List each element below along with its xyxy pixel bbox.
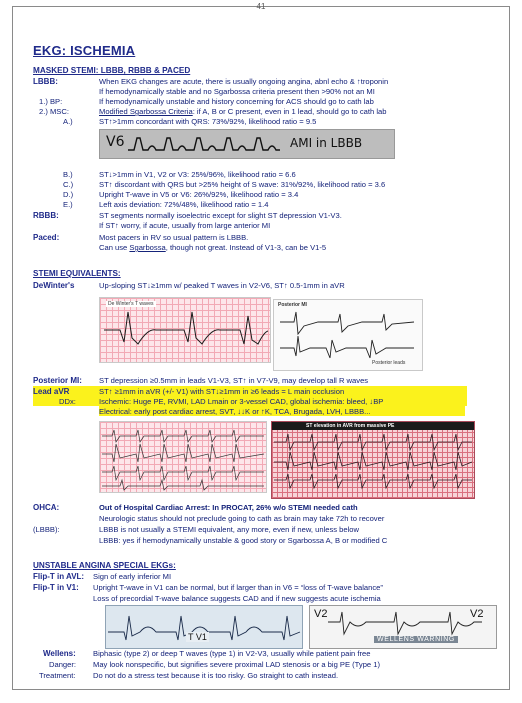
- strip-caption-wellens: WELLENS WARNING: [374, 636, 458, 643]
- text-c: ST↑ discordant with QRS but >25% height of S wave: 31%/92%, likelihood ratio = 3.6: [99, 180, 386, 189]
- text-e: Left axis deviation: 72%/48%, likelihood ratio = 1.4: [99, 200, 269, 209]
- text-flip-t-v1-2: Loss of precordial T-wave balance suggests CAD and if new suggests acute ischemia: [93, 594, 381, 603]
- ecg-image-left-main: [99, 421, 267, 493]
- text-msc-rest: : if A, B or C present, even in 1 lead, should go to cath lab: [192, 107, 387, 116]
- label-treatment: Treatment:: [39, 671, 76, 680]
- ecg-strip-ami-in-lbbb: [99, 129, 395, 159]
- pe-trace-row-2: [274, 452, 472, 470]
- ecg-trace-posterior-top: [280, 312, 414, 334]
- text-paced-2-pre: Can use: [99, 243, 130, 252]
- text-b: ST↓>1mm in V1, V2 or V3: 25%/96%, likelihood ratio = 6.6: [99, 170, 296, 179]
- text-lead-avr: ST↑ ≥1mm in aVR (+/- V1) with ST↓≥1mm in ≥6 leads = L main occlusion: [99, 387, 345, 396]
- ecg-trace-row-3: [102, 466, 264, 480]
- pe-trace-row-1: [274, 434, 472, 450]
- ecg-image-dewinter: [99, 297, 271, 363]
- text-paced-2: [99, 243, 326, 252]
- label-ohca: OHCA:: [33, 503, 60, 512]
- text-paced-2-post: , though not great. Instead of V1-3, can be V1-5: [165, 243, 327, 252]
- ecg-trace-rhythm: [102, 480, 264, 490]
- label-lbbb-equivalent: (LBBB):: [33, 525, 60, 534]
- page-number: 41: [256, 2, 266, 11]
- text-lbbb-2: If hemodynamically stable and no Sgarbossa criteria present then >90% not an MI: [99, 87, 375, 96]
- ecg-trace-dewinter: [104, 312, 268, 344]
- text-rbbb-2: If ST↑ worry, if acute, usually from large anterior MI: [99, 221, 271, 230]
- label-lead-avr: Lead aVR: [33, 387, 70, 396]
- text-flip-t-v1-1: Upright T-wave in V1 can be normal, but if larger than in V6 = “loss of T-wave balance”: [93, 583, 383, 592]
- label-d: D.): [63, 190, 74, 199]
- section-heading-masked-stemi: MASKED STEMI: LBBB, RBBB & PACED: [33, 66, 191, 75]
- caption-posterior-leads: Posterior leads: [372, 360, 406, 366]
- label-paced: Paced:: [33, 233, 60, 242]
- text-ohca-2: Neurologic status should not preclude going to cath as brain may take 72h to recover: [99, 514, 385, 523]
- page-title: EKG: ISCHEMIA: [33, 43, 136, 58]
- text-ddx-1: Ischemic: Huge PE, RVMI, LAD Lmain or 3-vessel CAD, global ischemia: bleed, ↓BP: [99, 397, 384, 406]
- strip-lead-v6: V6: [106, 134, 125, 150]
- label-msc: 2.) MSC:: [39, 107, 69, 116]
- section-heading-unstable-angina: UNSTABLE ANGINA SPECIAL EKGs:: [33, 561, 176, 570]
- link-modified-sgarbossa[interactable]: Modified Sgarbossa Criteria: [99, 107, 193, 116]
- label-e: E.): [63, 200, 73, 209]
- text-paced-1: Most pacers in RV so usual pattern is LBBB.: [99, 233, 249, 242]
- strip-caption-t-v1: T V1: [188, 632, 207, 642]
- label-ddx: DDx:: [59, 397, 76, 406]
- text-ohca-1: Out of Hospital Cardiac Arrest: In PROCAT, 26% w/o STEMI needed cath: [99, 503, 358, 512]
- text-danger: May look nonspecific, but signifies severe proximal LAD stenosis or a big PE (Type 1): [93, 660, 381, 669]
- text-bp: If hemodynamically unstable and history concerning for ACS should go to cath lab: [99, 97, 374, 106]
- label-rbbb: RBBB:: [33, 211, 59, 220]
- ecg-trace-row-2: [102, 444, 264, 462]
- text-lbbb-equivalent-2: LBBB: yes if hemodynamically unstable & good story or Sgarbossa A, B or modified C: [99, 536, 388, 545]
- label-wellens: Wellens:: [43, 649, 76, 658]
- ecg-strip-wellens: [309, 605, 497, 649]
- text-posterior-mi: ST depression ≥0.5mm in leads V1-V3, ST↑ in V7-V9, may develop tall R waves: [99, 376, 369, 385]
- text-lbbb-1: When EKG changes are acute, there is usually ongoing angina, abnl echo & ↑troponin: [99, 77, 389, 86]
- label-lbbb: LBBB:: [33, 77, 58, 86]
- label-bp: 1.) BP:: [39, 97, 63, 106]
- caption-dewinter: De Winter's T waves: [108, 301, 154, 307]
- ecg-trace-row-1: [102, 430, 264, 442]
- label-c: C.): [63, 180, 74, 189]
- label-dewinter: DeWinter's: [33, 281, 75, 290]
- strip-lead-v2-right: V2: [470, 608, 484, 620]
- label-b: B.): [63, 170, 73, 179]
- ecg-trace-posterior-bottom: [280, 336, 414, 358]
- text-ddx-2: Electrical: early post cardiac arrest, SVT, ↓↓K or ↑K, TCA, Brugada, LVH, LBBB...: [99, 407, 371, 416]
- caption-massive-pe: ST elevation in AVR from massive PE: [306, 423, 395, 429]
- ecg-image-posterior-mi: [273, 299, 423, 371]
- ecg-trace-v6: [128, 138, 280, 150]
- text-flip-t-avl: Sign of early inferior MI: [93, 572, 172, 581]
- text-rbbb-1: ST segments normally isoelectric except for slight ST depression V1-V3.: [99, 211, 342, 220]
- text-treatment: Do not do a stress test because it is too risky. Go straight to cath instead.: [93, 671, 339, 680]
- label-a: A.): [63, 117, 73, 126]
- strip-caption-ami-in-lbbb: AMI in LBBB: [290, 136, 363, 150]
- label-danger: Danger:: [49, 660, 77, 669]
- label-posterior-mi: Posterior MI:: [33, 376, 82, 385]
- ecg-strip-t-balance: [105, 605, 303, 649]
- text-dewinter: Up-sloping ST↓≥1mm w/ peaked T waves in V2-V6, ST↑ 0.5-1mm in aVR: [99, 281, 345, 290]
- pe-trace-row-3: [274, 474, 472, 488]
- text-lbbb-equivalent-1: LBBB is not usually a STEMI equivalent, any more, even if new, unless below: [99, 525, 360, 534]
- ecg-trace-wellens: [328, 612, 482, 634]
- section-heading-stemi-equivalents: STEMI EQUIVALENTS:: [33, 269, 121, 278]
- handbook-page: [12, 2, 510, 690]
- text-a: ST↑>1mm concordant with QRS: 73%/92%, likelihood ratio = 9.5: [99, 117, 317, 126]
- label-flip-t-avl: Flip-T in AVL:: [33, 572, 85, 581]
- text-wellens: Biphasic (type 2) or deep T waves (type 1) in V2-V3, usually while patient pain free: [93, 649, 371, 658]
- strip-lead-v2-left: V2: [314, 608, 328, 620]
- caption-posterior-mi: Posterior MI: [278, 302, 307, 308]
- text-msc: [99, 107, 386, 116]
- link-sgarbossa[interactable]: Sgarbossa: [129, 243, 166, 252]
- text-d: Upright T-wave in V5 or V6: 26%/92%, likelihood ratio = 3.4: [99, 190, 299, 199]
- ecg-image-massive-pe: [271, 421, 475, 499]
- label-flip-t-v1: Flip-T in V1:: [33, 583, 79, 592]
